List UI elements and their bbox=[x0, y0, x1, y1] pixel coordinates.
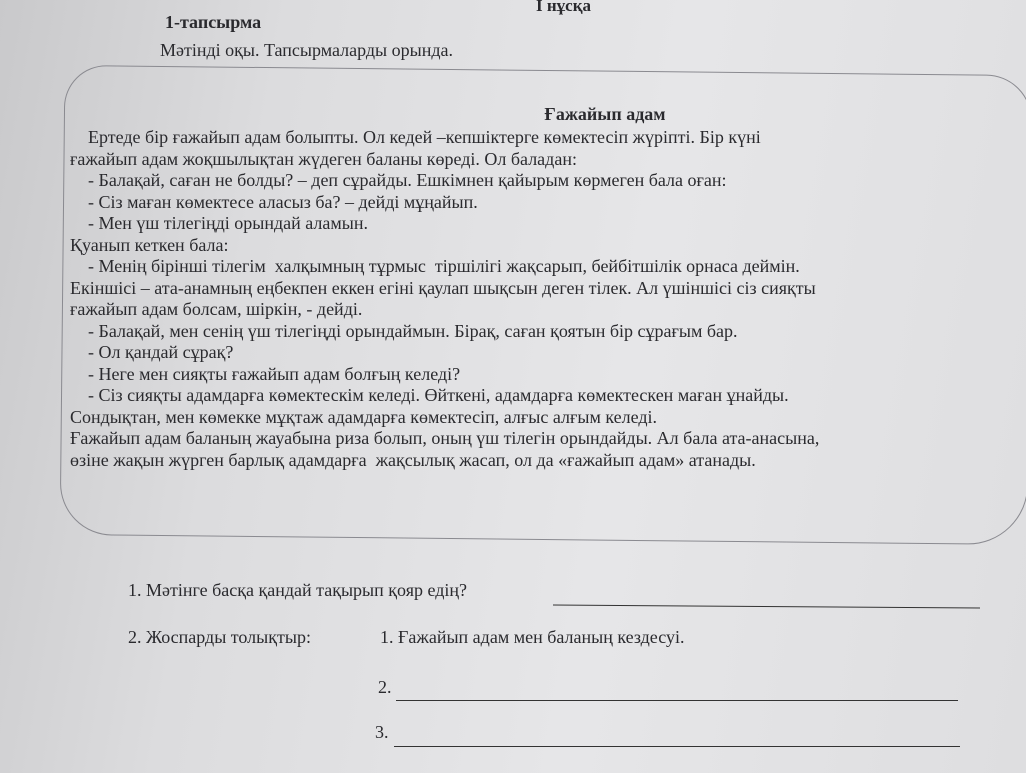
question-2: 2. Жоспарды толықтыр: bbox=[128, 627, 311, 647]
answer-line-1[interactable] bbox=[553, 605, 980, 609]
story-line: - Балақай, мен сенің үш тілегіңді орындаймын. Бірақ, саған қоятын бір сұрағым бар. bbox=[70, 320, 738, 341]
story-line: - Сіз сияқты адамдарға көмектескім келеді. Өйткені, адамдарға көмектескен маған ұнайды. bbox=[70, 385, 789, 405]
story-line: - Сіз маған көмектесе аласыз ба? – дейді мұңайып. bbox=[70, 191, 478, 212]
task-instruction: Мәтінді оқы. Тапсырмаларды орында. bbox=[160, 40, 454, 60]
story-text bbox=[70, 127, 1010, 471]
question-1: 1. Мәтінге басқа қандай тақырып қояр едің? bbox=[128, 580, 468, 600]
story-line: - Неге мен сияқты ғажайып адам болғың келеді? bbox=[70, 363, 461, 384]
story-line: Қуанып кеткен бала: bbox=[70, 234, 229, 255]
answer-line-2[interactable] bbox=[396, 700, 958, 701]
story-title: Ғажайып адам bbox=[544, 104, 666, 124]
story-line: - Балақай, саған не болды? – деп сұрайды. Ешкімнен қайырым көрмеген бала оған: bbox=[70, 170, 727, 190]
story-line: ғажайып адам жоқшылықтан жүдеген баланы көреді. Ол баладан: bbox=[70, 148, 577, 169]
story-line: - Ол қандай сұрақ? bbox=[70, 342, 234, 362]
plan-item-2: 2. bbox=[378, 677, 392, 697]
story-line: - Менің бірінші тілегім халқымның тұрмыс тіршілігі жақсарып, бейбітшілік орнаса деймін. bbox=[70, 256, 800, 276]
story-line: өзіне жақын жүрген барлық адамдарға жақсылық жасап, ол да «ғажайып адам» атанады. bbox=[70, 449, 756, 470]
variant-label: І нұсқа bbox=[536, 0, 592, 15]
task-title: 1-тапсырма bbox=[165, 12, 262, 32]
plan-item-1: 1. Ғажайып адам мен баланың кездесуі. bbox=[380, 627, 685, 647]
story-line: ғажайып адам болсам, шіркін, - дейді. bbox=[70, 299, 363, 319]
story-line: Екіншісі – ата-анамның еңбекпен еккен егіні қаулап шықсын деген тілек. Ал үшіншісі сіз сияқты bbox=[70, 277, 816, 298]
plan-item-3: 3. bbox=[375, 722, 389, 742]
story-line: - Мен үш тілегіңді орындай аламын. bbox=[70, 213, 369, 233]
story-line: Сондықтан, мен көмекке мұқтаж адамдарға көмектесіп, алғыс алғым келеді. bbox=[70, 406, 658, 427]
answer-line-3[interactable] bbox=[394, 746, 960, 747]
story-line: Ғажайып адам баланың жауабына риза болып, оның үш тілегін орындайды. Ал бала ата-анасына, bbox=[70, 428, 820, 448]
story-block bbox=[70, 104, 1010, 471]
story-line: Ертеде бір ғажайып адам болыпты. Ол кедей –кепшіктерге көмектесіп жүріпті. Бір күні bbox=[70, 127, 761, 147]
